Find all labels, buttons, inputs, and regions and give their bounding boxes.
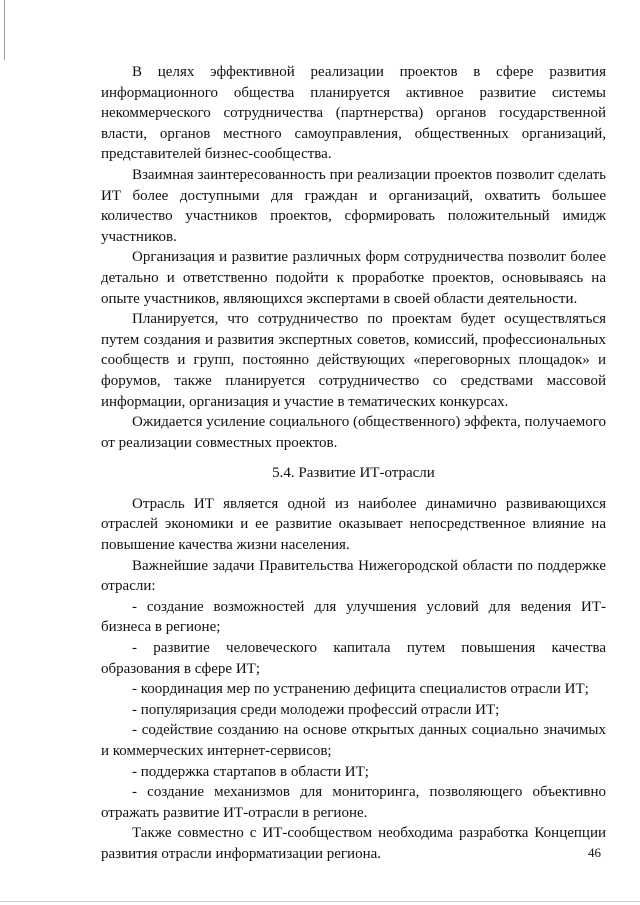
list-item: - содействие созданию на основе открытых данных социально значимых и коммерческих интернет-сервисов;	[101, 722, 606, 759]
list-item: - создание возможностей для улучшения условий для ведения ИТ-бизнеса в регионе;	[101, 598, 606, 636]
page-number: 46	[588, 845, 601, 860]
paragraph-expert-councils: Планируется, что сотрудничество по проектам будет осуществляться путем создания и развития экспертных советов, комиссий, профессиональных сообществ и групп, постоянно действующих «переговорных площадок» и форумов, также планируется сотрудничество со средствами массовой информации, организация и участие в тематических конкурсах.	[101, 311, 606, 410]
list-item: - популяризация среди молодежи профессий отрасли ИТ;	[132, 701, 500, 718]
list-item: - координация мер по устранению дефицита специалистов отрасли ИТ;	[132, 681, 589, 698]
section-heading: 5.4. Развитие ИТ-отрасли	[272, 465, 435, 482]
paragraph-government-tasks: Важнейшие задачи Правительства Нижегородской области по поддержке отрасли:	[101, 557, 606, 595]
scan-bottom-line	[0, 901, 640, 902]
paragraph-it-industry: Отрасль ИТ является одной из наиболее динамично развивающихся отраслей экономики и ее развитие оказывает непосредственное влияние на повышение качества жизни населения.	[101, 495, 606, 554]
list-item: - создание механизмов для мониторинга, позволяющего объективно отражать развитие ИТ-отрасли в регионе.	[101, 784, 606, 821]
document-body	[101, 62, 606, 865]
paragraph-partnership: В целях эффективной реализации проектов в сфере развития информационного общества планируется активное развитие системы некоммерческого сотрудничества (партнерства) органов государственной власти, органов местного самоуправления, общественных организаций, представителей бизнес-сообщества.	[101, 64, 606, 163]
list-item: - развитие человеческого капитала путем повышения качества образования в сфере ИТ;	[101, 640, 606, 677]
paragraph-social-effect: Ожидается усиление социального (общественного) эффекта, получаемого от реализации совместных проектов.	[101, 414, 606, 451]
paragraph-mutual-interest: Взаимная заинтересованность при реализации проектов позволит сделать ИТ более доступными для граждан и организаций, охватить большее количество участников проектов, сформировать положительный имидж участников.	[101, 166, 606, 245]
paragraph-concept-development: Также совместно с ИТ-сообществом необходима разработка Концепции развития отрасли информатизации региона.	[101, 825, 606, 862]
scan-edge-line	[4, 0, 5, 60]
list-item: - поддержка стартапов в области ИТ;	[132, 763, 369, 780]
paragraph-cooperation-forms: Организация и развитие различных форм сотрудничества позволит более детально и ответственно подойти к проработке проектов, основываясь на опыте участников, являющихся экспертами в своей области деятельности.	[101, 249, 606, 307]
